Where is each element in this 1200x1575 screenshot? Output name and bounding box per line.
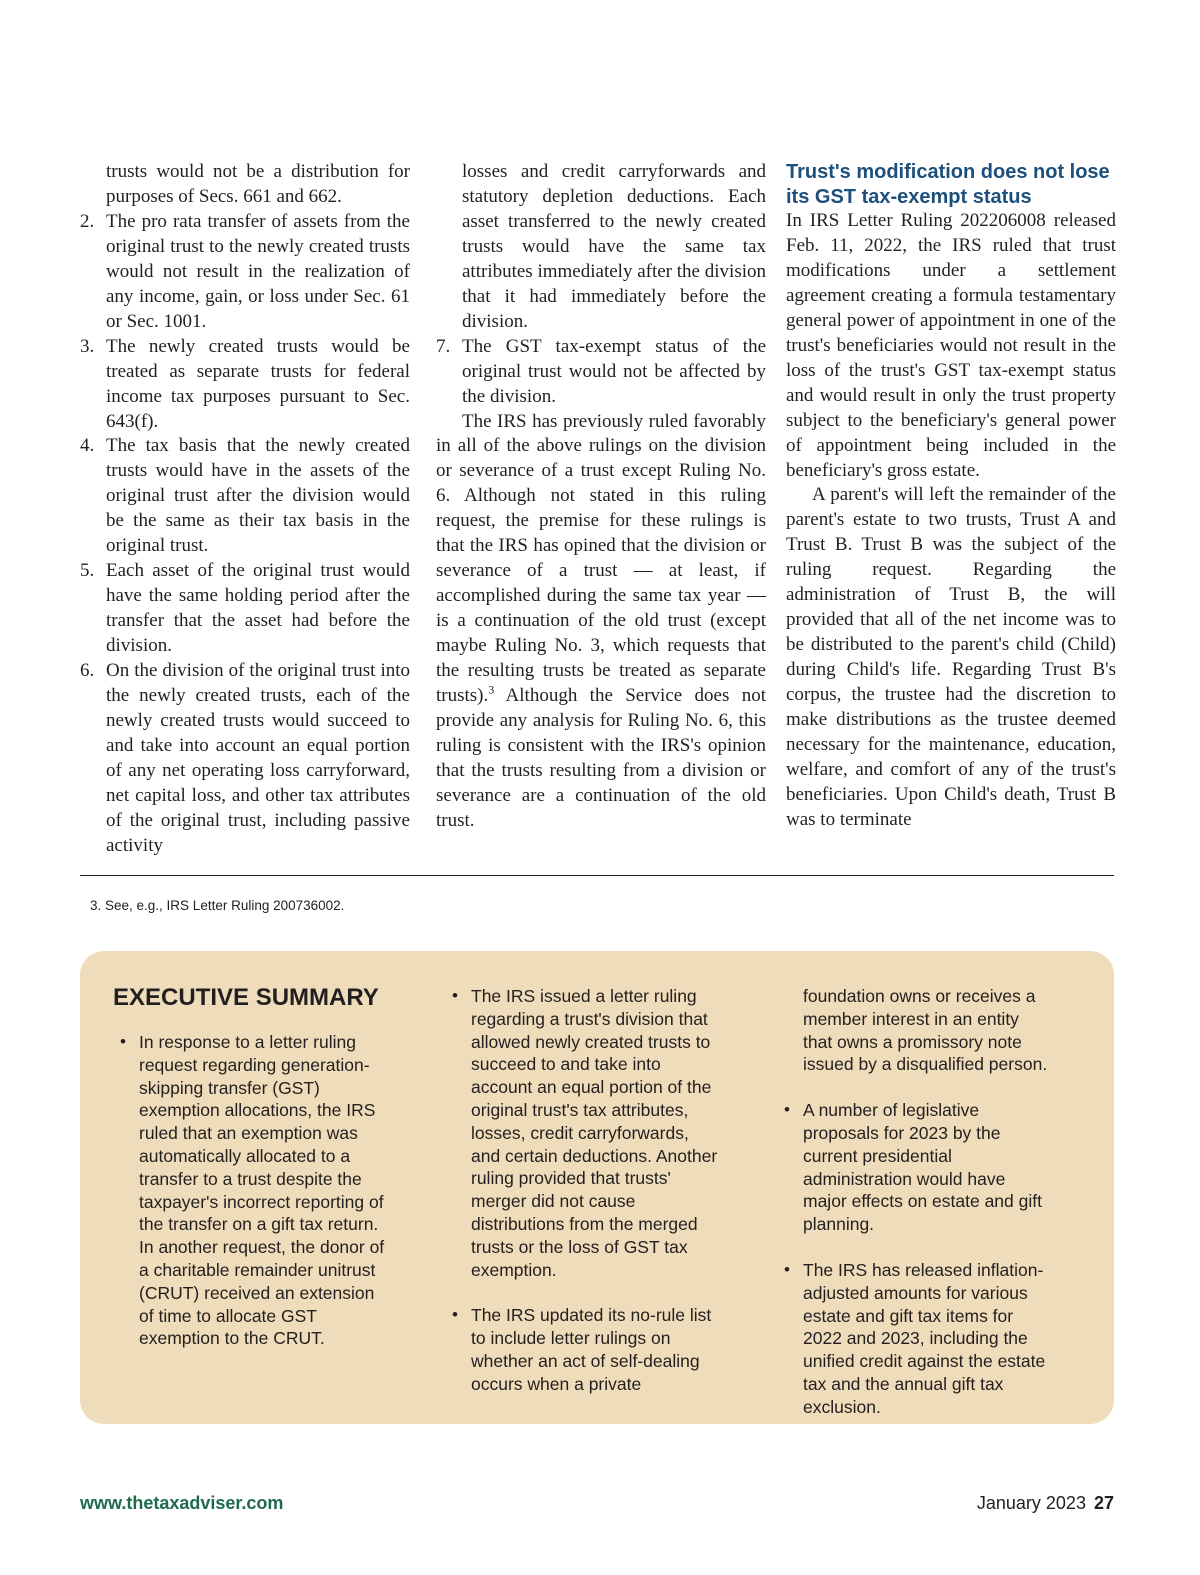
bullet-text: The IRS has released inflation-adjusted amounts for various estate and gift tax items for 2022 and 2023, including the unified credit against the estate tax and the annual gift tax exclusion. [803, 1259, 1046, 1417]
list-text: The newly created trusts would be treated as separate trusts for federal income tax purposes pursuant to Sec. 643(f). [106, 335, 410, 432]
paragraph: A parent's will left the remainder of the parent's estate to two trusts, Trust A and Trust B. Trust B was the subject of the ruling request. Regarding the administration of Trust B, the will provided that all of the net income was to be distributed to the parent's child (Child) during Child's life. Regarding Trust B's corpus, the trustee had the discretion to make distributions as the trustee deemed necessary for the maintenance, education, welfare, and comfort of any of the trust's beneficiaries. Upon Child's death, Trust B was to terminate [786, 484, 1116, 830]
list-text: The GST tax-exempt status of the original trust would not be affected by the division. [462, 335, 766, 407]
paragraph: In IRS Letter Ruling 202206008 released Feb. 11, 2022, the IRS ruled that trust modifications under a settlement agreement creating a formula testamentary general power of appointment in one of the trust's beneficiaries would not result in the loss of the trust's GST tax-exempt status and would result in only the trust property subject to the beneficiary's general power of appointment being included in the beneficiary's gross estate. [786, 210, 1116, 481]
bullet-text: The IRS updated its no-rule list to include letter rulings on whether an act of self-dealing occurs when a private [471, 1305, 712, 1394]
executive-summary-box [80, 951, 1114, 1424]
summary-bullet [452, 985, 720, 1281]
bullet-icon: • [784, 1100, 790, 1120]
section-heading: Trust's modification does not lose its GST tax-exempt status [786, 161, 1110, 208]
article-column-2 [436, 160, 766, 834]
summary-title: EXECUTIVE SUMMARY [113, 984, 379, 1011]
bullet-icon: • [120, 1032, 126, 1051]
bullet-icon: • [452, 986, 458, 1005]
footnote-reference[interactable]: 3 [488, 682, 495, 697]
paragraph [436, 410, 766, 834]
list-text: On the division of the original trust into the newly created trusts, each of the newly created trusts would succeed to and take into account an equal portion of any net operating loss carryforward, net capital loss, and other tax attributes of the original trust, including passive activity [106, 660, 410, 856]
footnote: 3. See, e.g., IRS Letter Ruling 200736002. [90, 898, 345, 913]
bullet-text: The IRS issued a letter ruling regarding a trust's division that allowed newly created trusts to succeed to and take into account an equal portion of the original trust's tax attributes, losses, credit carryforwards, and certain deductions. Another ruling provided that trusts' merger did not cause distributions from the merged trusts or the loss of GST tax exemption. [471, 986, 718, 1280]
summary-column-3 [784, 985, 1052, 1442]
summary-column-2 [452, 985, 720, 1419]
list-number: 2. [80, 210, 95, 232]
bullet-icon: • [452, 1305, 458, 1325]
website-link[interactable]: www.thetaxadviser.com [80, 1493, 284, 1513]
list-item [80, 335, 410, 435]
paragraph-text: The IRS has previously ruled favorably in all of the above rulings on the division or severance of a trust except Ruling No. 6. Although not stated in this ruling request, the premise for these rulings is that the IRS has opined that the division or severance of a trust — at least, if accomplished during the same tax year — is a continuation of the old trust (except maybe Ruling No. 3, which requests that the resulting trusts be treated as separate trusts). [436, 410, 766, 707]
article-column-1 [80, 160, 410, 859]
list-number: 3. [80, 335, 95, 357]
summary-bullet [120, 1031, 388, 1350]
paragraph: trusts would not be a distribution for purposes of Secs. 661 and 662. [106, 161, 410, 207]
issue-date: January 2023 [976, 1493, 1086, 1513]
list-number: 7. [436, 335, 451, 357]
list-text: Each asset of the original trust would have the same holding period after the transfer that the asset had before the division. [106, 560, 410, 657]
article-column-3 [786, 160, 1116, 833]
page-footer [977, 1493, 1114, 1514]
list-item [80, 210, 410, 335]
summary-bullet [784, 1099, 1052, 1236]
list-number: 4. [80, 435, 95, 457]
list-item [80, 659, 410, 859]
bullet-icon: • [784, 1259, 790, 1279]
summary-continuation: foundation owns or receives a member interest in an entity that owns a promissory note issued by a disqualified person. [803, 986, 1048, 1075]
list-text: The tax basis that the newly created trusts would have in the assets of the original trust after the division would be the same as their tax basis in the original trust. [106, 435, 410, 557]
page-number: 27 [1093, 1493, 1114, 1513]
summary-column-1 [120, 1031, 388, 1373]
bullet-text: In response to a letter ruling request regarding generation-skipping transfer (GST) exemption allocations, the IRS ruled that an exemption was automatically allocated to a transfer to a trust despite the taxpayer's incorrect reporting of the transfer on a gift tax return. In another request, the donor of a charitable remainder unitrust (CRUT) received an extension of time to allocate GST exemption to the CRUT. [139, 1032, 385, 1349]
list-number: 5. [80, 560, 95, 582]
list-item [436, 335, 766, 410]
summary-bullet [784, 1259, 1052, 1419]
paragraph: losses and credit carryforwards and statutory depletion deductions. Each asset transferred to the newly created trusts would have the same tax attributes immediately after the division that it had immediately before the division. [462, 161, 766, 332]
bullet-text: A number of legislative proposals for 2023 by the current presidential administration would have major effects on estate and gift planning. [803, 1100, 1042, 1235]
footnote-divider [80, 875, 1114, 876]
summary-bullet [452, 1304, 720, 1395]
list-item [80, 559, 410, 659]
list-text: The pro rata transfer of assets from the original trust to the newly created trusts would not result in the realization of any income, gain, or loss under Sec. 61 or Sec. 1001. [106, 210, 410, 332]
paragraph-text: Although the Service does not provide any analysis for Ruling No. 6, this ruling is consistent with the IRS's opinion that the trusts resulting from a division or severance are a continuation of the old trust. [436, 685, 766, 831]
list-number: 6. [80, 660, 95, 682]
list-item [80, 434, 410, 559]
